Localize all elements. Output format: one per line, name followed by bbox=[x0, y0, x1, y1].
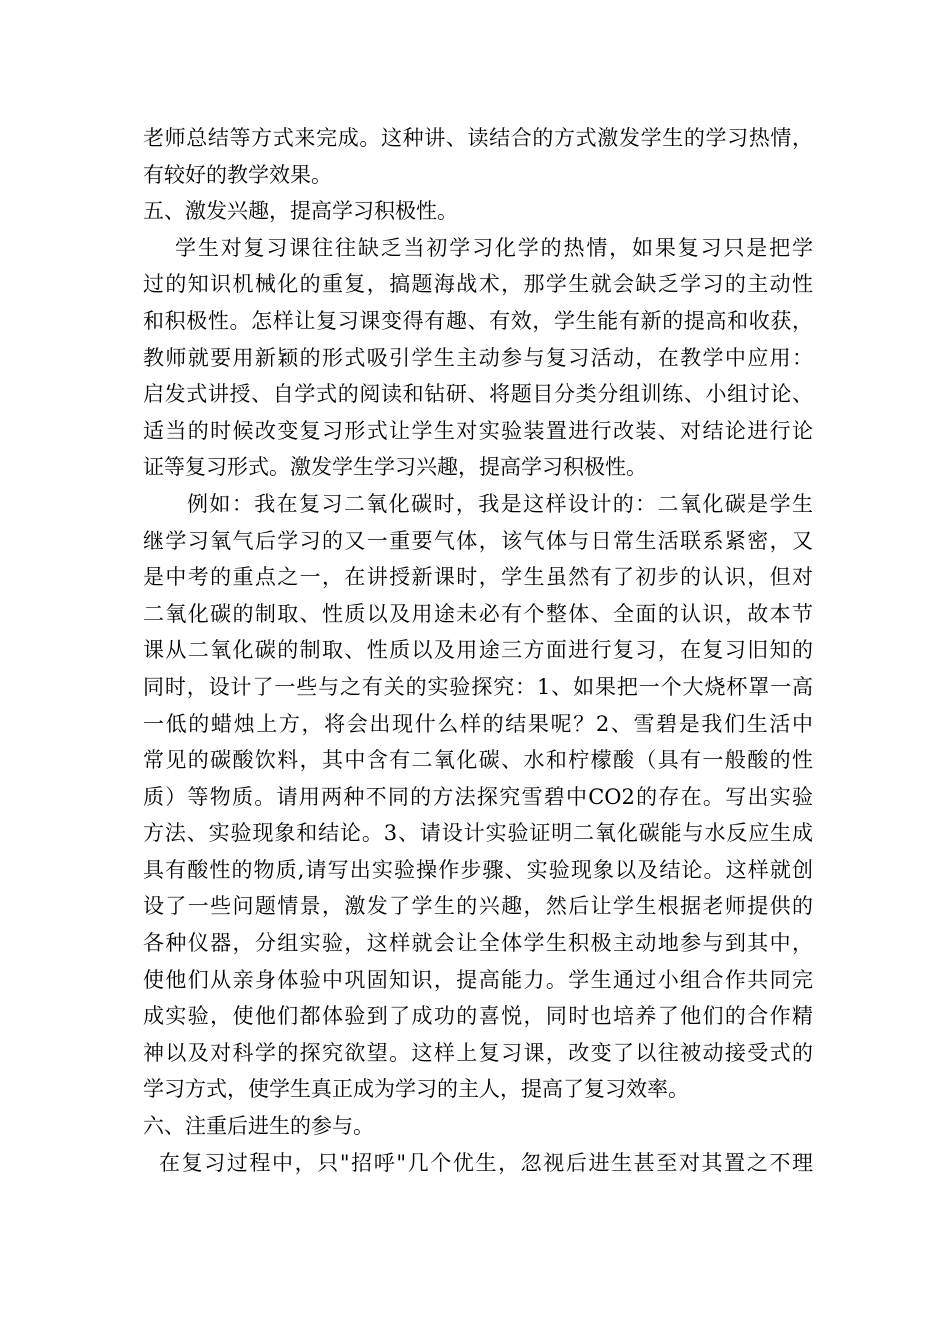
text-line: 教师就要用新颖的形式吸引学生主动参与复习活动，在教学中应用： bbox=[143, 345, 813, 370]
text-line: 继学习氧气后学习的又一重要气体，该气体与日常生活联系紧密，又 bbox=[143, 528, 813, 553]
section-heading: 六、注重后进生的参与。 bbox=[143, 1114, 374, 1139]
text-line: 学习方式，使学生真正成为学习的主人，提高了复习效率。 bbox=[143, 1077, 689, 1102]
text-line: 同时，设计了一些与之有关的实验探究：1、如果把一个大烧杯罩一高 bbox=[143, 674, 813, 699]
text-line: 使他们从亲身体验中巩固知识，提高能力。学生通过小组合作共同完 bbox=[143, 967, 813, 992]
text-line: 各种仪器，分组实验，这样就会让全体学生积极主动地参与到其中， bbox=[143, 931, 813, 956]
text-line: 适当的时候改变复习形式让学生对实验装置进行改装、对结论进行论 bbox=[143, 418, 813, 443]
text-line: 方法、实验现象和结论。3、请设计实验证明二氧化碳能与水反应生成 bbox=[143, 821, 813, 846]
section-heading: 五、激发兴趣，提高学习积极性。 bbox=[143, 199, 458, 224]
text-line: 启发式讲授、自学式的阅读和钻研、将题目分类分组训练、小组讨论、 bbox=[143, 382, 813, 407]
text-line: 例如：我在复习二氧化碳时，我是这样设计的：二氧化碳是学生 bbox=[187, 491, 813, 516]
text-line: 具有酸性的物质,请写出实验操作步骤、实验现象以及结论。这样就创 bbox=[143, 857, 813, 882]
text-line: 质）等物质。请用两种不同的方法探究雪碧中CO2的存在。写出实验 bbox=[143, 784, 813, 809]
text-line: 有较好的教学效果。 bbox=[143, 162, 332, 187]
text-line: 课从二氧化碳的制取、性质以及用途三方面进行复习，在复习旧知的 bbox=[143, 638, 813, 663]
text-line: 老师总结等方式来完成。这种讲、读结合的方式激发学生的学习热情， bbox=[143, 126, 813, 150]
text-line: 证等复习形式。激发学生学习兴趣，提高学习积极性。 bbox=[143, 455, 647, 480]
text-line: 在复习过程中，只"招呼"几个优生，忽视后进生甚至对其置之不理 bbox=[159, 1150, 813, 1175]
text-line: 是中考的重点之一，在讲授新课时，学生虽然有了初步的认识，但对 bbox=[143, 565, 813, 590]
text-line: 神以及对科学的探究欲望。这样上复习课，改变了以往被动接受式的 bbox=[143, 1040, 813, 1065]
text-line: 成实验，使他们都体验到了成功的喜悦，同时也培养了他们的合作精 bbox=[143, 1004, 813, 1029]
text-line: 和积极性。怎样让复习课变得有趣、有效，学生能有新的提高和收获， bbox=[143, 308, 813, 333]
document-body bbox=[143, 120, 813, 1181]
text-line: 设了一些问题情景，激发了学生的兴趣，然后让学生根据老师提供的 bbox=[143, 894, 813, 919]
text-line: 常见的碳酸饮料，其中含有二氧化碳、水和柠檬酸（具有一般酸的性 bbox=[143, 748, 813, 773]
text-line: 过的知识机械化的重复，搞题海战术，那学生就会缺乏学习的主动性 bbox=[143, 272, 813, 297]
text-line: 二氧化碳的制取、性质以及用途未必有个整体、全面的认识，故本节 bbox=[143, 601, 813, 626]
text-line: 一低的蜡烛上方，将会出现什么样的结果呢？2、雪碧是我们生活中 bbox=[143, 711, 813, 736]
text-line: 学生对复习课往往缺乏当初学习化学的热情，如果复习只是把学 bbox=[175, 235, 813, 260]
